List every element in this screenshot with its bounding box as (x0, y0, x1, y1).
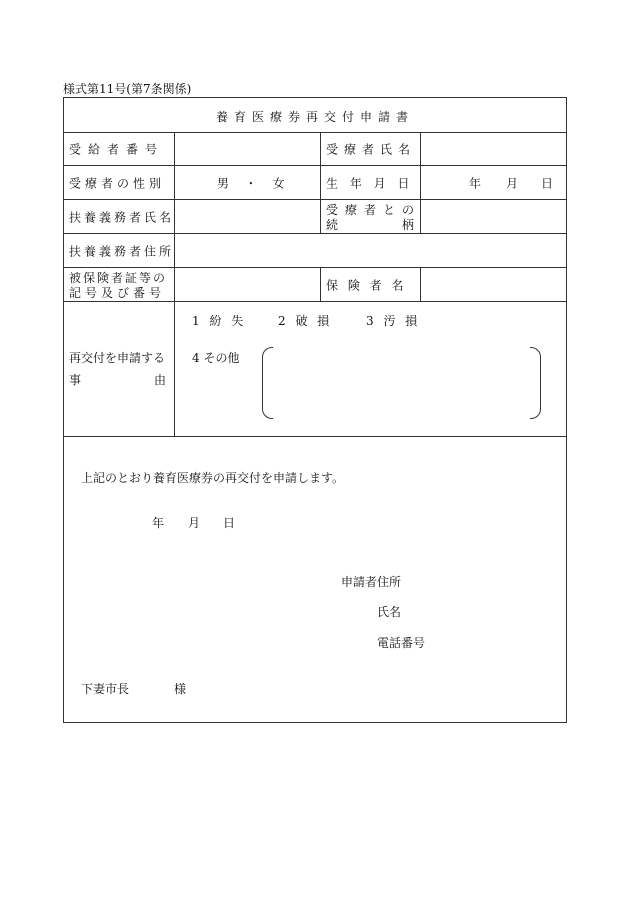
applicant-address-label: 申請者住所 (341, 575, 402, 589)
applicant-name-label: 氏名 (377, 605, 402, 619)
declaration-text: 上記のとおり養育医療券の再交付を申請します。 (81, 471, 345, 485)
reason-lost[interactable]: 1 紛 失 (192, 314, 247, 328)
right-bracket (530, 347, 541, 419)
reason-other[interactable]: 4 その他 (192, 351, 240, 365)
row-guardian-name (64, 200, 566, 234)
form-title: 養育医療券再交付申請書 (215, 110, 414, 124)
insurance-number-field[interactable] (175, 268, 320, 301)
patient-name-field[interactable] (421, 133, 566, 165)
guardian-name-label: 扶養義務者氏名 (69, 210, 175, 224)
row-reason (64, 302, 566, 437)
addressee-honorific: 様 (174, 682, 187, 696)
guardian-address-label: 扶養義務者住所 (69, 244, 175, 258)
birth-day: 日 (541, 176, 554, 190)
relation-label-char2: 柄 (401, 218, 414, 232)
title-row (64, 98, 566, 133)
row-sex (64, 166, 566, 200)
recipient-number-field[interactable] (175, 133, 320, 165)
relation-label-char1: 続 (326, 218, 339, 232)
row-insurance (64, 268, 566, 302)
addressee-name: 下妻市長 (81, 682, 130, 696)
birth-year: 年 (469, 176, 482, 190)
relation-label-line1: 受療者との (326, 203, 422, 217)
reason-label-line1: 再交付を申請する (69, 351, 166, 365)
applicant-phone-label: 電話番号 (377, 636, 426, 650)
sex-value[interactable]: 男 ・ 女 (217, 176, 291, 190)
patient-name-label: 受療者氏名 (326, 142, 417, 157)
date-year: 年 (152, 516, 165, 530)
recipient-number-label: 受給者番号 (69, 142, 165, 157)
reason-label-char2: 由 (153, 373, 166, 387)
birth-month: 月 (506, 176, 519, 190)
reason-label (69, 347, 166, 391)
form-number: 様式第11号(第7条関係) (63, 82, 192, 96)
insurance-label (69, 271, 167, 301)
reason-label-char1: 事 (69, 373, 82, 387)
row-guardian-address (64, 234, 566, 268)
reason-soiled[interactable]: 3 汚 損 (366, 314, 421, 328)
insurance-label-line1: 被保険者証等の (69, 271, 168, 285)
relation-field[interactable] (421, 200, 566, 233)
relation-label (326, 203, 421, 233)
other-reason-field[interactable] (276, 347, 526, 419)
patient-sex-label: 受療者の性別 (69, 176, 166, 190)
guardian-name-field[interactable] (175, 200, 320, 233)
reason-damaged[interactable]: 2 破 損 (278, 314, 333, 328)
birth-date-label: 生 年 月 日 (326, 176, 414, 190)
insurance-label-line2: 記号及び番号 (69, 286, 166, 300)
reason-label-line2 (69, 369, 166, 391)
date-month: 月 (188, 516, 201, 530)
reissue-application-form (63, 97, 567, 723)
insurer-name-field[interactable] (421, 268, 566, 301)
date-day: 日 (223, 516, 236, 530)
left-bracket (262, 347, 273, 419)
insurer-name-label: 保 険 者 名 (326, 278, 407, 292)
row-recipient (64, 133, 566, 166)
relation-label-line2 (326, 218, 414, 233)
guardian-address-field[interactable] (175, 234, 566, 267)
